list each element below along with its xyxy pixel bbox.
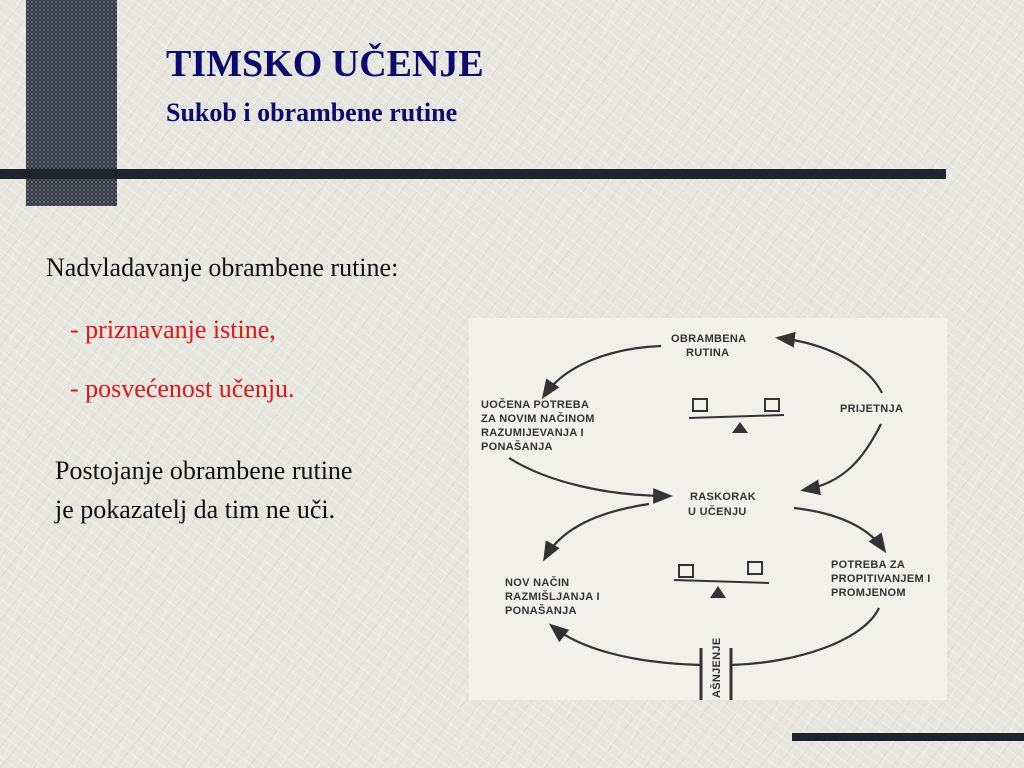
- label-raskorak: RASKORAK U UČENJU: [688, 491, 756, 518]
- learning-cycle-diagram: [469, 318, 947, 700]
- arrow-bottom-left: [552, 626, 701, 665]
- arrow-top-right: [779, 338, 882, 393]
- arrow-bottom-right: [731, 608, 879, 665]
- arrow-raskorak-nov: [545, 504, 649, 558]
- label-potreba: POTREBA ZA PROPITIVANJEM I PROMJENOM: [831, 559, 931, 599]
- arrow-top-left: [544, 346, 661, 396]
- label-prijetnja: PRIJETNJA: [840, 403, 904, 415]
- footer-bar: [792, 733, 1024, 741]
- paragraph-line-2: je pokazatelj da tim ne uči.: [55, 495, 336, 524]
- barrier-label: AŠNJENJE: [711, 637, 723, 698]
- arrow-uocena-raskorak: [509, 458, 669, 496]
- label-obrambena: OBRAMBENA RUTINA: [671, 333, 747, 359]
- label-nov: NOV NAČIN RAZMIŠLJANJA I PONAŠANJA: [505, 577, 600, 617]
- arrow-prijetnja-raskorak: [804, 424, 881, 490]
- body-heading: Nadvladavanje obrambene rutine:: [46, 253, 399, 282]
- learning-cycle-svg: [469, 318, 947, 700]
- bullet-1: - priznavanje istine,: [70, 315, 276, 344]
- title-divider-bar: [0, 169, 946, 179]
- bullet-2: - posvećenost učenju.: [70, 374, 295, 403]
- scale-icon-bottom: [674, 562, 769, 598]
- slide-title: TIMSKO UČENJE: [166, 43, 484, 85]
- arrow-raskorak-potreba: [794, 508, 884, 550]
- paragraph-line-1: Postojanje obrambene rutine: [55, 456, 353, 485]
- slide-subtitle: Sukob i obrambene rutine: [166, 98, 458, 127]
- scale-icon-top: [689, 399, 784, 433]
- label-uocena: UOČENA POTREBA ZA NOVIM NAČINOM RAZUMIJEVANJA I PONAŠANJA: [481, 399, 595, 453]
